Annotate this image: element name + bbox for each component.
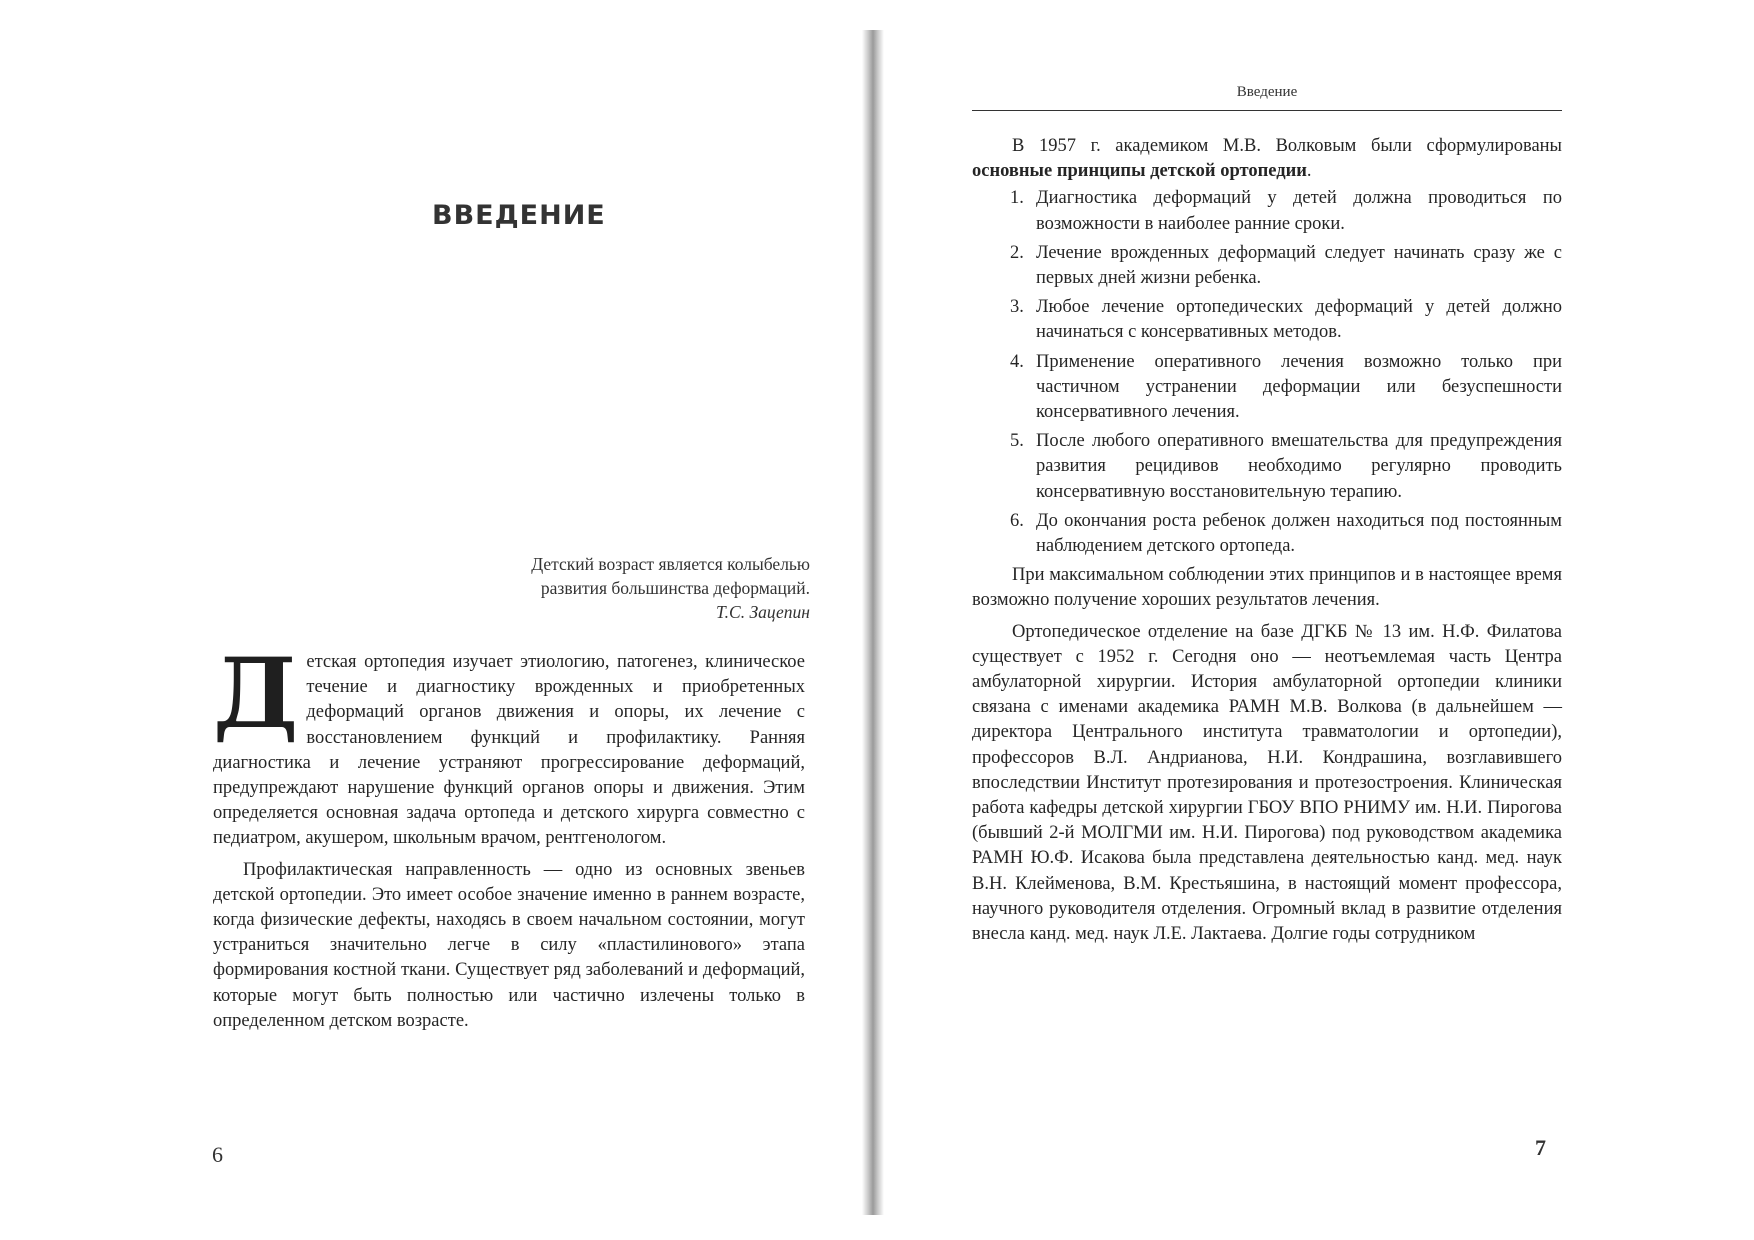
list-item-number: 3.	[1010, 297, 1024, 318]
list-item-number: 1.	[1010, 188, 1024, 209]
paragraph-intro	[213, 637, 805, 852]
list-item-number: 2.	[1010, 242, 1024, 263]
running-head: Введение	[1236, 84, 1298, 100]
running-head-rule	[972, 110, 1562, 111]
list-item	[972, 429, 1562, 505]
chapter-title: ВВЕДЕНИЕ	[432, 200, 606, 231]
right-page	[880, 0, 1754, 1240]
epigraph-line-1: Детский возраст является колыбелью	[531, 554, 810, 574]
left-body-text	[213, 637, 805, 1034]
drop-cap: Д	[213, 637, 299, 750]
list-item	[972, 186, 1562, 236]
epigraph	[350, 552, 810, 624]
paragraph-principles-result: При максимальном соблюдении этих принципов и в настоящее время возможно получение хороших результатов лечения.	[972, 565, 1562, 611]
principles-intro-bold: основные принципы детской ортопедии	[972, 161, 1307, 182]
list-item-text: До окончания роста ребенок должен находиться под постоянным наблюдением детского ортопеда.	[1036, 510, 1562, 557]
paragraph-prophylaxis: Профилактическая направленность — одно из основных звеньев детской ортопедии. Это имеет особое значение именно в раннем возрасте, когда физические дефекты, находясь в своем начальном состоянии, могут устраниться значительно легче в силу «пластилинового» этапа формирования костной ткани. Существует ряд заболеваний и деформаций, которые могут быть полностью или частично излечены только в определенном детском возрасте.	[213, 859, 805, 1031]
list-item-number: 5.	[1010, 431, 1024, 452]
principles-intro-text: В 1957 г. академиком М.В. Волковым были сформулированы	[1012, 136, 1562, 156]
list-item-text: После любого оперативного вмешательства для предупреждения развития рецидивов необходимо регулярно проводить консервативную восстановительную терапию.	[1036, 431, 1562, 502]
right-body-text	[972, 134, 1562, 947]
paragraph-intro-text: етская ортопедия изучает этиологию, патогенез, клиническое течение и диагностику врожденных и приобретенных деформаций органов движения и опоры, их лечение с восстановлением функций и профилактику. Ранняя диагностика и лечение устраняют прогрессирование деформаций, предупреждают нарушение функций органов опоры и движения. Этим определяется основная задача ортопеда и детского хирурга совместно с педиатром, акушером, школьным врачом, рентгенологом.	[213, 652, 805, 849]
list-item	[972, 241, 1562, 291]
principles-intro	[972, 134, 1562, 184]
list-item-text: Любое лечение ортопедических деформаций у детей должно начинаться с консервативных методов.	[1036, 297, 1562, 343]
list-item-text: Лечение врожденных деформаций следует начинать сразу же с первых дней жизни ребенка.	[1036, 242, 1562, 289]
page-number-left: 6	[212, 1142, 223, 1167]
list-item	[972, 295, 1562, 345]
principles-list	[972, 186, 1562, 559]
list-item	[972, 509, 1562, 559]
list-item-number: 6.	[1010, 510, 1024, 531]
page-number-right: 7	[1535, 1135, 1546, 1160]
epigraph-author: Т.С. Зацепин	[716, 602, 810, 622]
list-item-text: Диагностика деформаций у детей должна проводиться по возможности в наиболее ранние сроки.	[1036, 188, 1562, 234]
paragraph-department-history: Ортопедическое отделение на базе ДГКБ № 13 им. Н.Ф. Филатова существует с 1952 г. Сегодня оно — неотъемлемая часть Центра амбулаторной хирургии. История амбулаторной ортопедии клиники связана с именами академика РАМН М.В. Волкова (в дальнейшем — директора Центрального института травматологии и ортопедии), профессоров В.Л. Андрианова, Н.И. Кондрашина, возглавившего впоследствии Институт протезирования и протезостроения. Клиническая работа кафедры детской хирургии ГБОУ ВПО РНИМУ им. Н.И. Пирогова (бывший 2-й МОЛГМИ им. Н.И. Пирогова) под руководством академика РАМН Ю.Ф. Исакова была представлена деятельностью канд. мед. наук В.Н. Клейменова, В.М. Крестьяшина, в настоящий момент профессора, научного руководителя отделения. Огромный вклад в развитие отделения внесла канд. мед. наук Л.Е. Лактаева. Долгие годы сотрудником	[972, 621, 1562, 945]
epigraph-line-2: развития большинства деформаций.	[540, 578, 810, 598]
list-item-text: Применение оперативного лечения возможно только при частичном устранении деформации или безуспешности консервативного лечения.	[1036, 351, 1562, 423]
list-item-number: 4.	[1010, 351, 1024, 372]
list-item	[972, 350, 1562, 426]
principles-intro-end: .	[1306, 161, 1312, 182]
